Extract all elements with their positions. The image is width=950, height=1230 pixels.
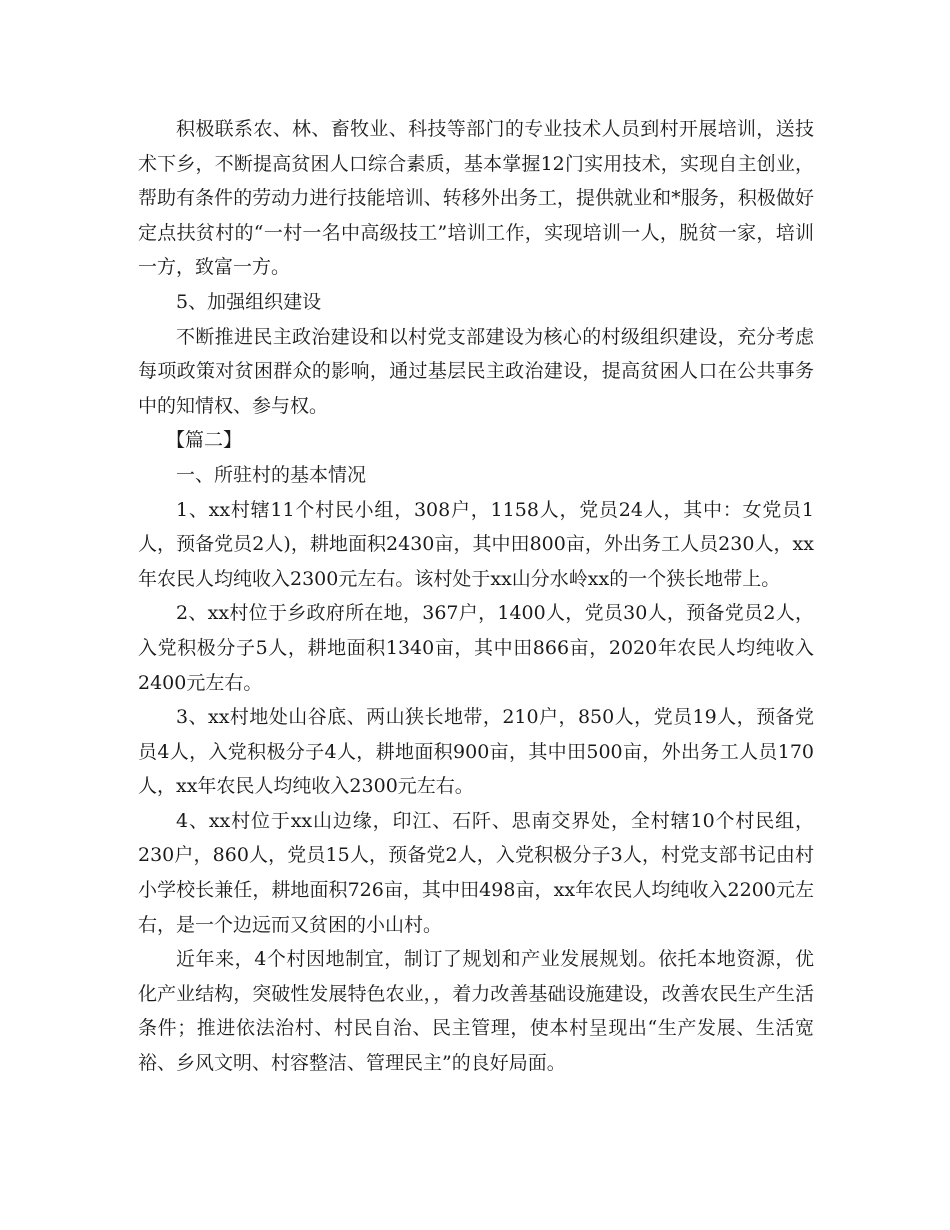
paragraph-village-4: 4、xx村位于xx山边缘，印江、石阡、思南交界处，全村辖10个村民组，230户，860人，党员15人，预备党2人，入党积极分子3人，村党支部书记由村小学校长兼任，耕地面积726亩，其中田498亩，xx年农民人均纯收入2200元左右，是一个边远而又贫困的小山村。 — [138, 809, 814, 936]
paragraph-village-1: 1、xx村辖11个村民小组，308户，1158人，党员24人，其中：女党员1人，预备党员2人)，耕地面积2430亩，其中田800亩，外出务工人员230人，xx年农民人均纯收入2300元左右。该村处于xx山分水岭xx的一个狭长地带上。 — [138, 498, 814, 590]
paragraph-training: 积极联系农、林、畜牧业、科技等部门的专业技术人员到村开展培训，送技术下乡，不断提高贫困人口综合素质，基本掌握12门实用技术，实现自主创业，帮助有条件的劳动力进行技能培训、转移外出务工，提供就业和*服务，积极做好定点扶贫村的“一村一名中高级技工”培训工作，实现培训一人，脱贫一家，培训一方，致富一方。 — [138, 118, 814, 279]
paragraph-organization: 不断推进民主政治建设和以村党支部建设为核心的村级组织建设，充分考虑每项政策对贫困群众的影响，通过基层民主政治建设，提高贫困人口在公共事务中的知情权、参与权。 — [138, 325, 814, 417]
document-body — [138, 112, 814, 1081]
paragraph-recent-years: 近年来，4个村因地制宜，制订了规划和产业发展规划。依托本地资源，优化产业结构，突破性发展特色农业，，着力改善基础设施建设，改善农民生产生活条件；推进依法治村、村民自治、民主管理，使本村呈现出“生产发展、生活宽裕、乡风文明、村容整洁、管理民主”的良好局面。 — [138, 948, 814, 1075]
section-tag-part-two: 【篇二】 — [166, 429, 243, 452]
heading-organization: 5、加强组织建设 — [176, 290, 322, 313]
paragraph-village-2: 2、xx村位于乡政府所在地，367户，1400人，党员30人，预备党员2人，入党积极分子5人，耕地面积1340亩，其中田866亩，2020年农民人均纯收入2400元左右。 — [138, 602, 814, 694]
heading-village-basics: 一、所驻村的基本情况 — [176, 463, 367, 486]
paragraph-village-3: 3、xx村地处山谷底、两山狭长地带，210户，850人，党员19人，预备党员4人，入党积极分子4人，耕地面积900亩，其中田500亩，外出务工人员170人，xx年农民人均纯收入2300元左右。 — [138, 706, 814, 798]
